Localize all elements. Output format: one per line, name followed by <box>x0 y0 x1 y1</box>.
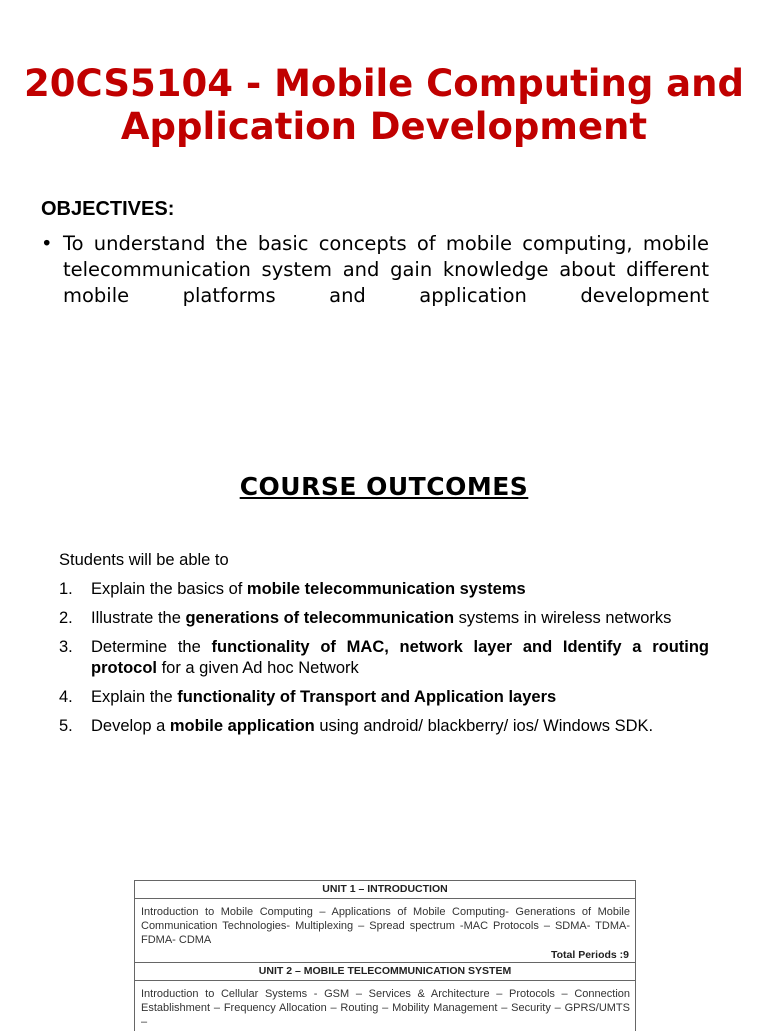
outcome-item-1 <box>59 579 709 600</box>
outcome-item-4 <box>59 687 709 708</box>
unit-1-total-periods: Total Periods :9 <box>135 949 635 963</box>
outcome-text: Determine the <box>91 638 212 656</box>
outcome-number: 4. <box>59 688 73 706</box>
outcome-text: for a given Ad hoc Network <box>157 659 359 677</box>
outcome-bold-text: functionality of Transport and Application layers <box>177 688 557 706</box>
outcome-number: 2. <box>59 609 73 627</box>
unit-2-body: Introduction to Cellular Systems - GSM – Services & Architecture – Protocols – Connection Establishment – Frequency Allocation – Routing – Mobility Management – Security – GPRS/UMTS – <box>141 988 630 1028</box>
outcome-item-5 <box>59 716 709 737</box>
outcome-item-3 <box>59 637 709 679</box>
outcome-text: Develop a <box>91 717 170 735</box>
outcome-number: 1. <box>59 580 73 598</box>
outcome-bold-text: mobile telecommunication systems <box>246 580 526 598</box>
outcome-bold-text: generations of telecommunication <box>185 609 455 627</box>
outcome-text: systems in wireless networks <box>454 609 672 627</box>
outcome-text: using android/ blackberry/ ios/ Windows SDK. <box>314 717 654 735</box>
outcomes-list <box>59 579 709 745</box>
outcome-bold-text: functionality of MAC, network layer and Identify a routing protocol <box>91 638 710 677</box>
unit-1-heading: UNIT 1 – INTRODUCTION <box>135 881 635 899</box>
outcome-number: 5. <box>59 717 73 735</box>
outcome-text: Explain the <box>91 688 178 706</box>
bullet-icon: • <box>41 232 53 255</box>
objective-item <box>41 231 709 309</box>
objective-text: To understand the basic concepts of mobile computing, mobile telecommunication system and gain knowledge about different mobile platforms and application development <box>63 232 709 307</box>
objectives-heading: OBJECTIVES: <box>41 198 175 220</box>
course-outcomes-heading: COURSE OUTCOMES <box>239 472 529 501</box>
outcome-item-2 <box>59 608 709 629</box>
syllabus-table-image <box>134 880 636 1031</box>
outcome-text: Explain the basics of <box>91 580 247 598</box>
unit-1-body: Introduction to Mobile Computing – Applications of Mobile Computing- Generations of Mobile Communication Technologies- Multiplexing – Spread spectrum -MAC Protocols – SDMA- TDMA- FDMA- CDMA <box>141 906 630 946</box>
page-title: 20CS5104 - Mobile Computing and Application Development <box>24 62 744 148</box>
outcome-number: 3. <box>59 638 73 656</box>
outcome-text: Illustrate the <box>91 609 186 627</box>
unit-2-heading: UNIT 2 – MOBILE TELECOMMUNICATION SYSTEM <box>135 963 635 981</box>
outcome-bold-text: mobile application <box>169 717 315 735</box>
outcomes-intro: Students will be able to <box>59 551 229 569</box>
